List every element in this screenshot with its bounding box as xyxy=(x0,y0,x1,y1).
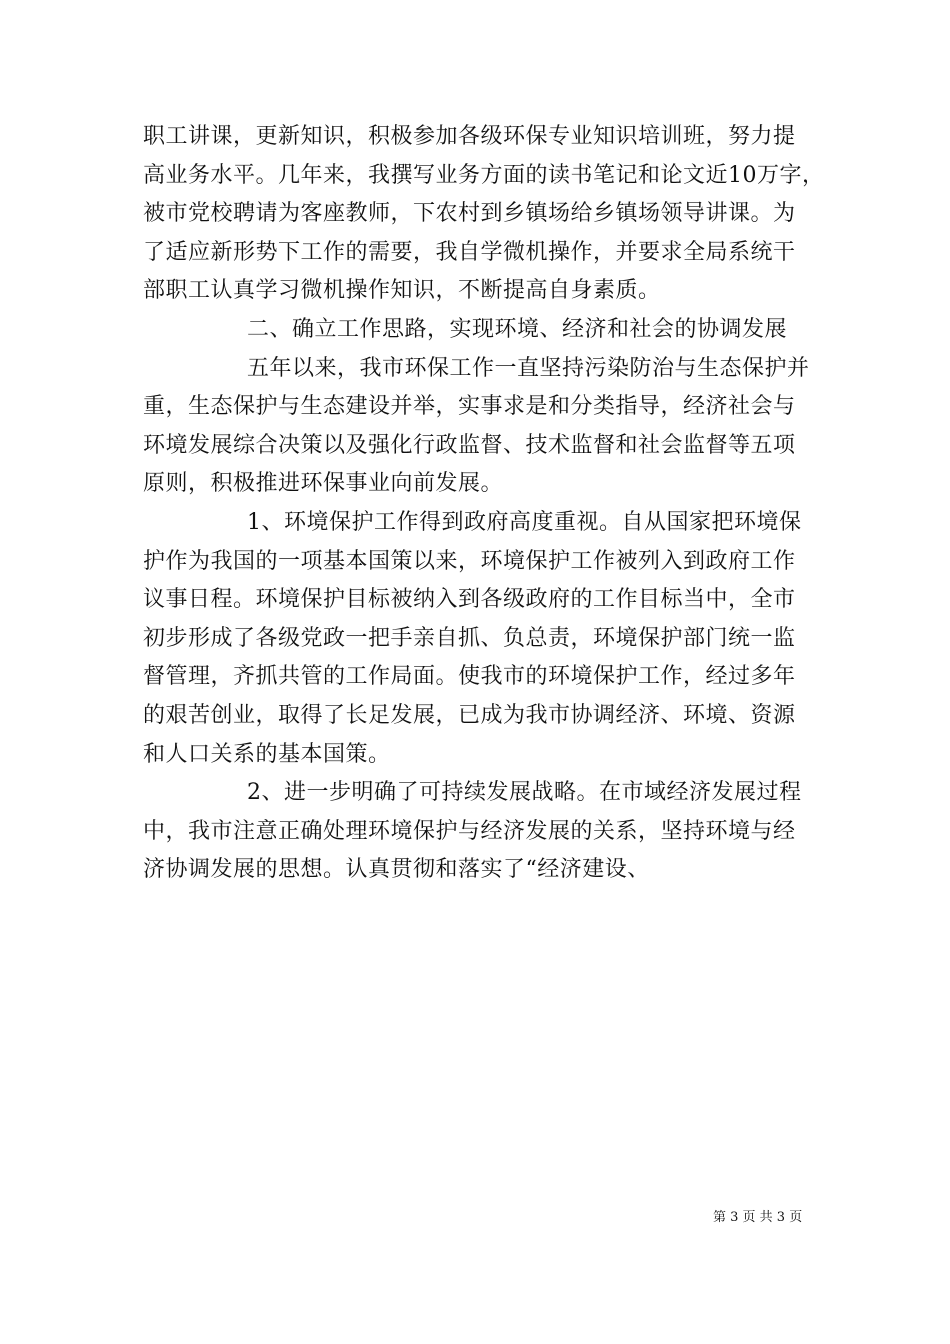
text-line: 初步形成了各级党政一把手亲自抓、负总责，环境保护部门统一监 xyxy=(143,625,796,651)
text-line: 护作为我国的一项基本国策以来，环境保护工作被列入到政府工作 xyxy=(143,548,796,574)
text-line: 环境发展综合决策以及强化行政监督、技术监督和社会监督等五项 xyxy=(143,432,796,458)
text-line: 议事日程。环境保护目标被纳入到各级政府的工作目标当中，全市 xyxy=(143,587,796,613)
text-line: 二、确立工作思路，实现环境、经济和社会的协调发展 xyxy=(247,316,788,342)
text-line: 督管理，齐抓共管的工作局面。使我市的环境保护工作，经过多年 xyxy=(143,664,796,690)
text-line: 中，我市注意正确处理环境保护与经济发展的关系，坚持环境与经 xyxy=(143,818,796,844)
text-line: 了适应新形势下工作的需要，我自学微机操作，并要求全局系统干 xyxy=(143,239,796,265)
page-number-footer: 第 3 页 共 3 页 xyxy=(713,1210,803,1225)
text-line: 职工讲课，更新知识，积极参加各级环保专业知识培训班，努力提 xyxy=(143,124,796,149)
text-line: 和人口关系的基本国策。 xyxy=(143,741,391,767)
body-text xyxy=(143,118,825,890)
text-line: 高业务水平。几年来，我撰写业务方面的读书笔记和论文近10万字， xyxy=(143,162,825,188)
text-line: 2、进一步明确了可持续发展战略。在市域经济发展过程 xyxy=(247,780,802,806)
text-line: 1、环境保护工作得到政府高度重视。自从国家把环境保 xyxy=(247,509,802,535)
text-line: 济协调发展的思想。认真贯彻和落实了“经济建设、 xyxy=(143,857,650,883)
text-line: 原则，积极推进环保事业向前发展。 xyxy=(143,471,504,497)
text-line: 的艰苦创业，取得了长足发展，已成为我市协调经济、环境、资源 xyxy=(143,702,796,728)
text-line: 重，生态保护与生态建设并举，实事求是和分类指导，经济社会与 xyxy=(143,394,796,420)
text-line: 五年以来，我市环保工作一直坚持污染防治与生态保护并 xyxy=(247,355,810,381)
text-line: 被市党校聘请为客座教师，下农村到乡镇场给乡镇场领导讲课。为 xyxy=(143,201,796,227)
text-line: 部职工认真学习微机操作知识，不断提高自身素质。 xyxy=(143,278,661,304)
